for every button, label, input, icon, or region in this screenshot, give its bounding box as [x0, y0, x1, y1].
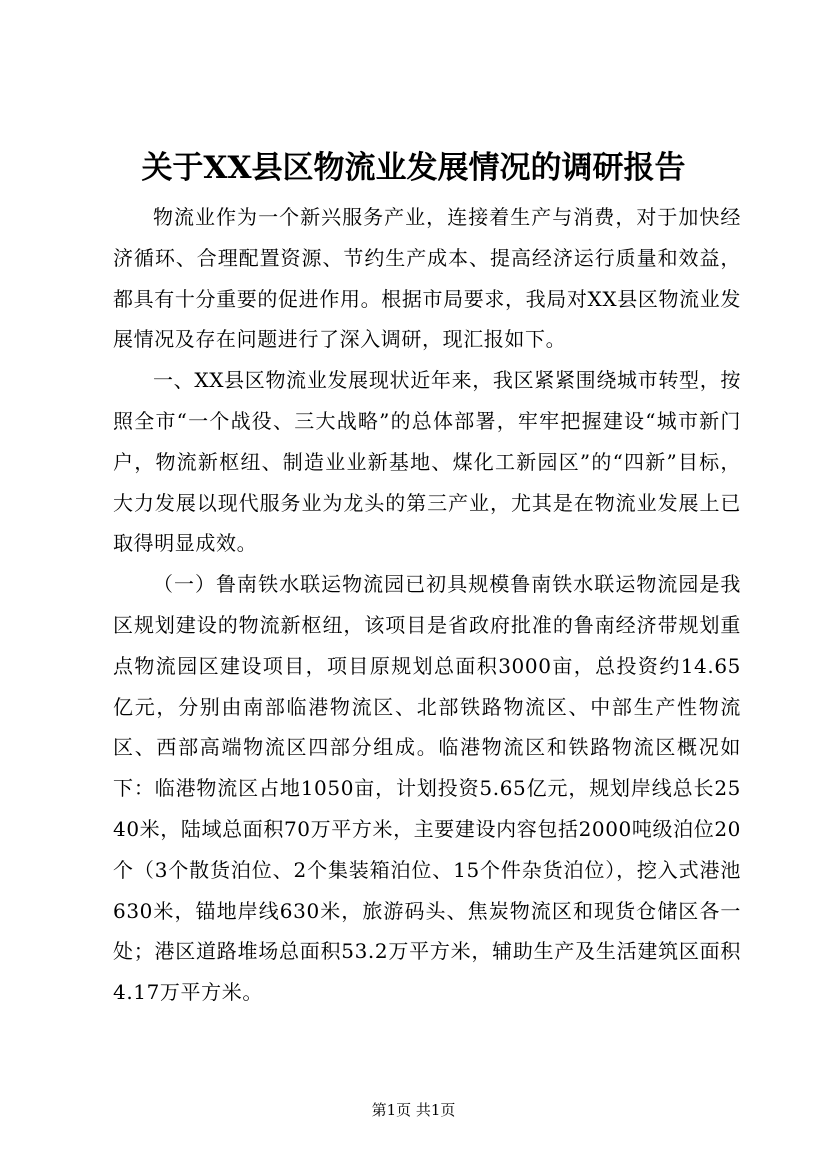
page-footer: 第1页 共1页: [371, 1101, 456, 1119]
paragraph-intro: 物流业作为一个新兴服务产业，连接着生产与消费，对于加快经济循环、合理配置资源、节约生产成本、提高经济运行质量和效益，都具有十分重要的促进作用。根据市局要求，我局对XX县区物流业发展情况及存在问题进行了深入调研，现汇报如下。: [113, 205, 741, 352]
paragraph-section-one: 一、XX县区物流业发展现状近年来，我区紧紧围绕城市转型，按照全市“一个战役、三大战略”的总体部署，牢牢把握建设“城市新门户，物流新枢纽、制造业业新基地、煤化工新园区”的“四新”目标，大力发展以现代服务业为龙头的第三产业，尤其是在物流业发展上已取得明显成效。: [113, 368, 741, 556]
paragraph-subsection-one: （一）鲁南铁水联运物流园已初具规模鲁南铁水联运物流园是我区规划建设的物流新枢纽，该项目是省政府批准的鲁南经济带规划重点物流园区建设项目，项目原规划总面积3000亩，总投资约14.65亿元，分别由南部临港物流区、北部铁路物流区、中部生产性物流区、西部高端物流区四部分组成。临港物流区和铁路物流区概况如下：临港物流区占地1050亩，计划投资5.65亿元，规划岸线总长2540米，陆域总面积70万平方米，主要建设内容包括2000吨级泊位20个（3个散货泊位、2个集装箱泊位、15个件杂货泊位），挖入式港池630米，锚地岸线630米，旅游码头、焦炭物流区和现货仓储区各一处；港区道路堆场总面积53.2万平方米，辅助生产及生活建筑区面积4.17万平方米。: [113, 572, 741, 1005]
document-body: [113, 197, 741, 1013]
document-title: 关于XX县区物流业发展情况的调研报告: [141, 150, 686, 186]
